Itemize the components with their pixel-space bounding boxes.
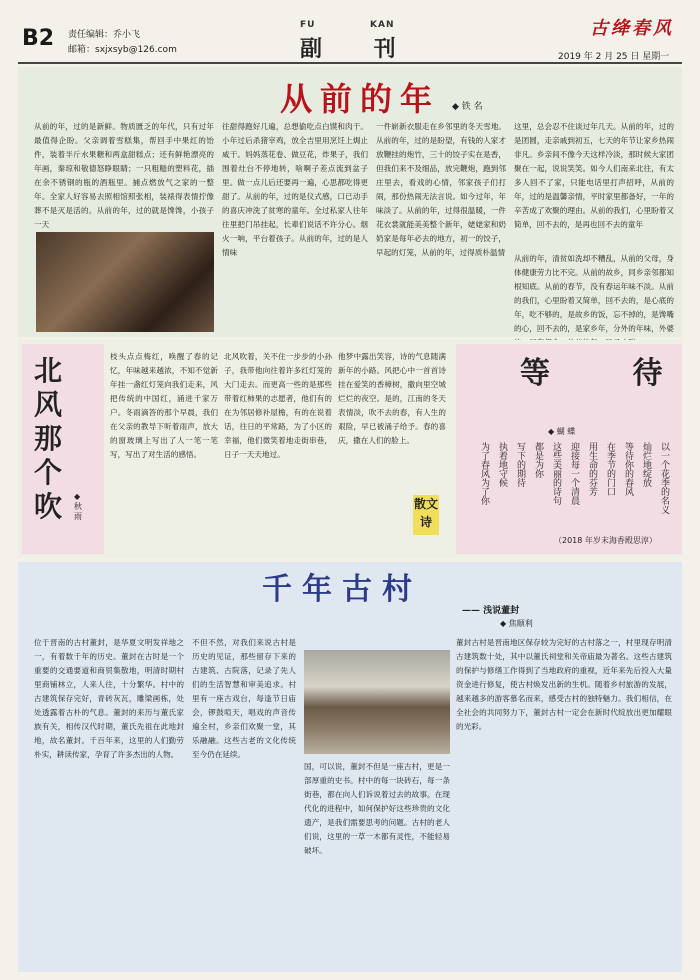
article-title: 从前的年	[280, 80, 441, 118]
article-photo	[36, 232, 214, 332]
article-column: 国，可以说，董封不但是一座古村，更是一部厚重的史书。村中的每一块砖石，每一条街巷，都在向人们诉说着过去的故事。在现代化的进程中，如何保护好这些珍贵的文化遗产，是我们需要思考的问题。古村的老人们说，这里的一草一木都有灵性，不能轻易破坏。	[304, 762, 450, 855]
poem-title: 等 待	[520, 356, 699, 391]
poem-line: 执着地守候	[497, 442, 507, 487]
article-column: 从前的年，过的是新鲜。物质匮乏的年代，只有过年最值得企盼。父亲调着雪糕集，帮回手中果红的饴件，装着半斤水果糖和两盒甜糕点；还有鲜艳漂亮的年画，秦琼和敬德怒睁眼睛；一只粗糙的塑料花，插在余不锈钢的瓶的酒瓶里。捕点燃放气之家的一整年。全家人好容易去照相馆照张相，装裱得表情拧像葬不是灭是活的。从前的年，过的就是馋馋，小孩子一天	[34, 122, 214, 229]
poem-line: 都是为你	[533, 442, 543, 478]
article-column: 不但不然，对我们来说古村是历史的见证，那些留存下来的古建筑、古院落，记录了先人们的生活智慧和审美追求。村里有一座古戏台，每逢节日庙会，锣鼓喧天，唱戏的声音传遍全村，乡亲们欢聚一堂，其乐融融。这些古老的文化传统至今仍在延续。	[192, 638, 296, 759]
article-column: 位于晋南的古村董封，是华夏文明发祥地之一，有着数千年的历史。董封在古时是一个重要的交通要道和商贸集散地，明清时期村里商铺林立，人来人往，十分繁华。村中的古建筑保存完好，青砖灰瓦，雕梁画栋，处处透露着古朴的气息。董封的来历与董氏家族有关，相传汉代时期，董氏先祖在此地封地，故名董封。千百年来，这里的人们勤劳朴实，耕读传家，孕育了许多杰出的人物。	[34, 638, 184, 759]
article-column: 董封古村是晋南地区保存较为完好的古村落之一，村里现存明清古建筑数十处，其中以董氏祠堂和关帝庙最为著名。这些古建筑的保护与修缮工作得到了当地政府的重视，近年来先后投入大量资金进行修复，使古村焕发出新的生机。随着乡村旅游的发展，越来越多的游客慕名而来，感受古村的独特魅力。我们相信，在全社会的共同努力下，董封古村一定会在新时代绽放出更加耀眼的光彩。	[456, 638, 672, 731]
article-column: 从前的年，清贫如洗却不糟乱，从前的父母，身体健康劳力比不完。从前的故乡，同乡亲邻都知根知底。从前的春节，没有春运年味不淡。从前的我们，心里盼着又简单，回不去的，是心底的年，吃不够的，是故乡的饭，忘不掉的，是馋嘴的心，回不去的，是家乡年，分外的年味，外婆	[514, 254, 674, 333]
editor-email[interactable]: 邮箱：sxjxsyb@126.com	[68, 45, 177, 55]
newspaper-logo: 古绛春风	[590, 18, 674, 39]
poem-line: 写下的期待	[515, 442, 525, 487]
poem-line: 迎接每一个清晨	[569, 442, 579, 505]
kan-pinyin: KAN	[370, 20, 395, 30]
poem-line: 灿烂地绽放	[641, 442, 651, 487]
editor-credit: 责任编辑：乔小飞	[68, 30, 141, 40]
poem-line: 这些美丽的诗句	[551, 442, 561, 505]
header-rule	[18, 62, 682, 64]
article-column: 北风吹着，关不住一步步的小孙子，我带他向往着许多红灯笼的大门走去。而更高一些的是那些带着红柿果的志愿者，他们有的在为邻居修补屋檐，有的在说着话，往日的平常路，为了小区的幸福，他们微笑着地走街串巷，日子一天天地过。	[224, 352, 332, 459]
article-column: 往甜得跑好几遍，总想偷吃点白馍和肉干。小年过后杀猪宰鸡，放全吉里用烹饪上焗止咸干。妈妈蒸花卷、做豆花，炸果子，我们围着灶台不停地转，啥啊子差点流到盆子里。做一点儿后还要再一遍，心思都吃得更甜了。从前的年，过的是仪式感，口已动手的喜庆冲洗了贫寒的童年。全过私家人往年往里把门吊挂起，长辈们说话不许分心。烟火一响，平台着孩子。从前的年，过的是人情味	[222, 122, 368, 257]
article-byline: ◆ 铁 名	[452, 102, 483, 112]
article-column: 一件崭新衣服走在乡邻里的冬天雪地。从前的年，过的是盼望，有钱的人家才放鞭挂的炮竹，三十的饺子实在是香，但我们来不及细品，放完鞭炮，跑到邻庄里去，看戏的心情，邻家孩子们打闹，那份热闹无法言说。如今过年，年味淡了。从前的年，过得很温暖，一件花衣裳就能美美整个新年，姥姥家和奶奶家是每年必去的地方，初一的饺子，早起的灯笼，从前的年，过得质朴温情	[376, 122, 506, 257]
article-column: 他梦中露出笑容，诗的气息随满新年的小路。风把心中一首首诗挂在爱笑的香樟树，撒向里空城烂烂的夜空。是的，江南的冬天表情淡，吹不去的春，有人生的艰险，早已被涌子给予。春的喜庆，撒在人们的脸上。	[338, 352, 446, 445]
genre-tag: 散文诗	[413, 495, 439, 535]
poem-line: 以一个花季的名义	[659, 442, 669, 514]
poem-note: （2018 年岁末海香殿思淳）	[554, 536, 657, 545]
poem-line: 为了春风为了你	[479, 442, 489, 505]
article-column: 枝头点点梅红，唤醒了春的记忆，年味越来越浓，不知不觉新年挂一盏红灯笼向我们走来，风把传统的中国红，涌进千家万户。冬雨滴答的那个早晨，我们在父亲的教导下听着雨声，放大的窗玻璃上写出了人一笔一笔写，写出了对生活的感悟。	[110, 352, 218, 459]
poem-line: 在季节的门口	[605, 442, 615, 496]
poem-byline: ◆ 蝴 蝶	[548, 427, 576, 436]
page-number: B2	[22, 26, 55, 51]
fu-pinyin: FU	[300, 20, 316, 30]
section-title: 副 刊	[300, 36, 418, 62]
article-column: 这里，总会忍不住谈过年几天。从前的年，过的是团圆，走亲戚到初五，七天的年节让家乡热闹非凡。乡亲间不像今天这样冷淡，那时候大家团聚在一起，说说笑笑。如今人们南来北往，有太多人回不了家，只能电话里打声招呼，从前的年，过的是温馨亲情，平时家里都备好，一年的辛苦成了欢聚的理由。从前的我们，心里盼着又简单，回不去的，是再也回不去的童年	[514, 122, 674, 229]
article-byline: ◆ 焦顺利	[500, 619, 533, 628]
article-title-vertical: 北风那个吹	[34, 354, 63, 523]
poem-body	[470, 442, 670, 532]
village-photo	[304, 650, 450, 754]
article-subtitle: —— 浅说董封	[462, 606, 520, 616]
poem-line: 用生命的芬芳	[587, 442, 597, 496]
issue-date: 2019 年 2 月 25 日 星期一	[558, 52, 670, 62]
article-byline: ◆ 秋雨	[74, 492, 82, 521]
poem-line: 等待你的春风	[623, 442, 633, 496]
article-title: 千年古村	[262, 572, 422, 607]
